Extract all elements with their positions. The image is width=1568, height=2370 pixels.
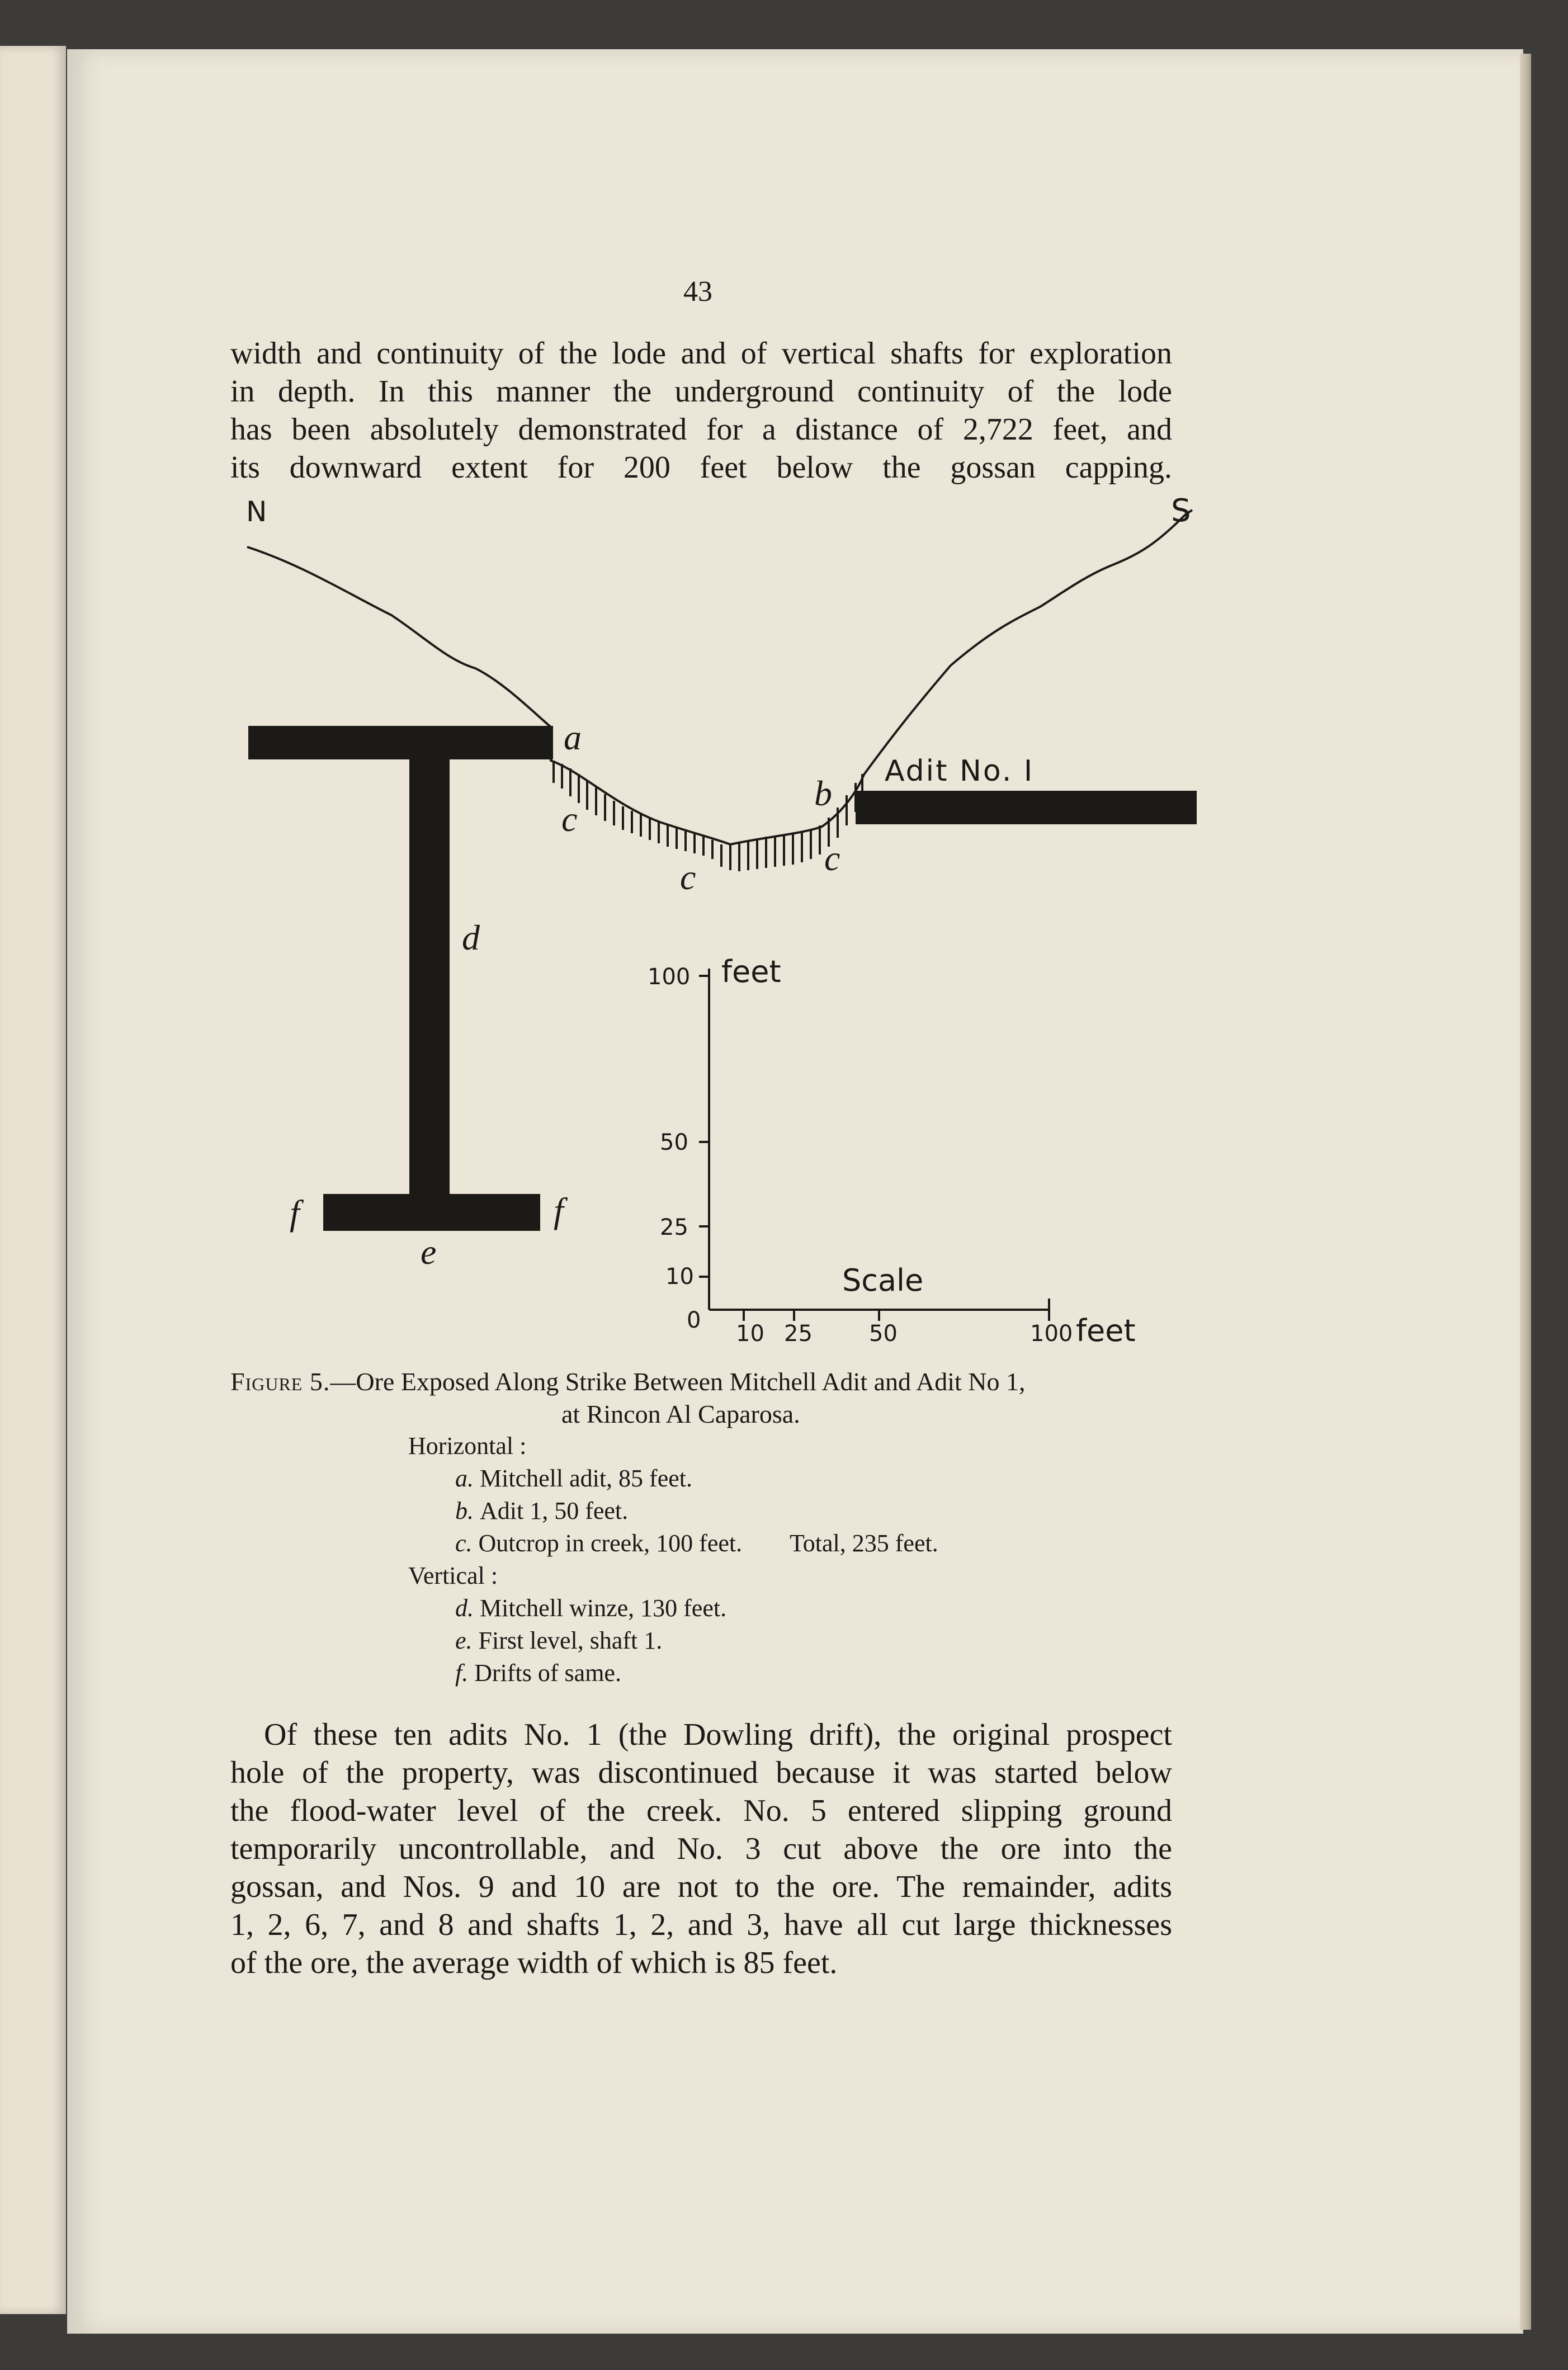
vertical-item-e — [455, 1626, 662, 1655]
paragraph-line: gossan, and Nos. 9 and 10 are not to the ore. The remainder, adits — [230, 1869, 1172, 1904]
scale-horizontal-unit: feet — [1076, 1313, 1136, 1348]
horizontal-item-a — [455, 1464, 692, 1493]
scale-htick-50: 50 — [869, 1321, 898, 1347]
label-f-right: f — [554, 1191, 564, 1230]
label-c-middle: c — [680, 857, 696, 897]
paragraph-line: Of these ten adits No. 1 (the Dowling drift), the original prospect — [264, 1717, 1172, 1752]
paragraph-line: hole of the property, was discontinued because it was started below — [230, 1755, 1172, 1790]
horizontal-heading: Horizontal : — [408, 1432, 527, 1460]
caption-total: Total, 235 feet. — [790, 1529, 938, 1557]
item-letter: c. — [455, 1529, 473, 1557]
figure-label: Figure 5. — [230, 1367, 330, 1396]
item-letter: b. — [455, 1497, 474, 1524]
scale-label: Scale — [842, 1263, 924, 1298]
first-level-drift-bar — [323, 1194, 540, 1231]
compass-north-label: N — [246, 495, 267, 528]
figure-caption-title — [230, 1366, 1203, 1398]
page-number: 43 — [683, 276, 712, 308]
paragraph-line: of the ore, the average width of which is 85 feet. — [230, 1946, 838, 1980]
paragraph-line: in depth. In this manner the underground continuity of the lode — [230, 374, 1172, 409]
label-c-left: c — [561, 799, 578, 839]
item-letter: d. — [455, 1594, 474, 1622]
scale-tick-25: 25 — [660, 1215, 688, 1240]
adit-no1-label: Adit No. I — [885, 754, 1035, 788]
scale-htick-100: 100 — [1030, 1321, 1073, 1347]
item-text: Drifts of same. — [474, 1659, 621, 1687]
horizontal-item-c — [455, 1529, 742, 1557]
paragraph-line: 1, 2, 6, 7, and 8 and shafts 1, 2, and 3, have all cut large thicknesses — [230, 1908, 1172, 1942]
item-text: Mitchell winze, 130 feet. — [480, 1594, 727, 1622]
paragraph-line: width and continuity of the lode and of vertical shafts for exploration — [230, 336, 1172, 371]
label-e: e — [421, 1232, 437, 1272]
scale-vertical-unit: feet — [721, 954, 781, 989]
label-a: a — [564, 717, 582, 757]
paragraph-line: the flood-water level of the creek. No. 5 entered slipping ground — [230, 1793, 1172, 1828]
horizontal-item-b — [455, 1496, 628, 1525]
item-letter: a. — [455, 1465, 474, 1492]
label-f-left: f — [290, 1193, 300, 1233]
mitchell-adit-bar — [248, 726, 553, 759]
label-c-right: c — [824, 838, 840, 878]
item-text: Mitchell adit, 85 feet. — [480, 1465, 692, 1492]
label-d: d — [462, 918, 480, 957]
vertical-item-d — [455, 1594, 726, 1622]
mitchell-winze-shaft — [409, 755, 450, 1197]
paragraph-bottom — [230, 1716, 1172, 1982]
adit-no1-bar — [856, 791, 1197, 824]
scale-htick-10: 10 — [736, 1321, 764, 1347]
scale-tick-100: 100 — [648, 964, 691, 990]
vertical-item-f — [455, 1659, 621, 1687]
item-text: Adit 1, 50 feet. — [480, 1497, 629, 1524]
item-letter: f. — [455, 1659, 469, 1687]
item-letter: e. — [455, 1627, 473, 1654]
label-b: b — [814, 773, 832, 813]
paragraph-line: its downward extent for 200 feet below the gossan capping. — [230, 450, 1172, 485]
figure-caption-subtitle: at Rincon Al Caparosa. — [561, 1400, 800, 1428]
compass-south-label: S — [1171, 493, 1191, 529]
item-text: Outcrop in creek, 100 feet. — [478, 1529, 743, 1557]
scale-tick-50: 50 — [660, 1130, 688, 1155]
scale-tick-10: 10 — [665, 1264, 694, 1290]
paragraph-line: temporarily uncontrollable, and No. 3 cut above the ore into the — [230, 1831, 1172, 1866]
scale-htick-25: 25 — [784, 1321, 813, 1347]
vertical-heading: Vertical : — [408, 1562, 498, 1589]
item-text: First level, shaft 1. — [478, 1627, 663, 1654]
paragraph-line: has been absolutely demonstrated for a distance of 2,722 feet, and — [230, 412, 1172, 447]
scale-origin: 0 — [687, 1307, 701, 1333]
figure-title-text: —Ore Exposed Along Strike Between Mitchell Adit and Adit No 1, — [330, 1367, 1026, 1396]
